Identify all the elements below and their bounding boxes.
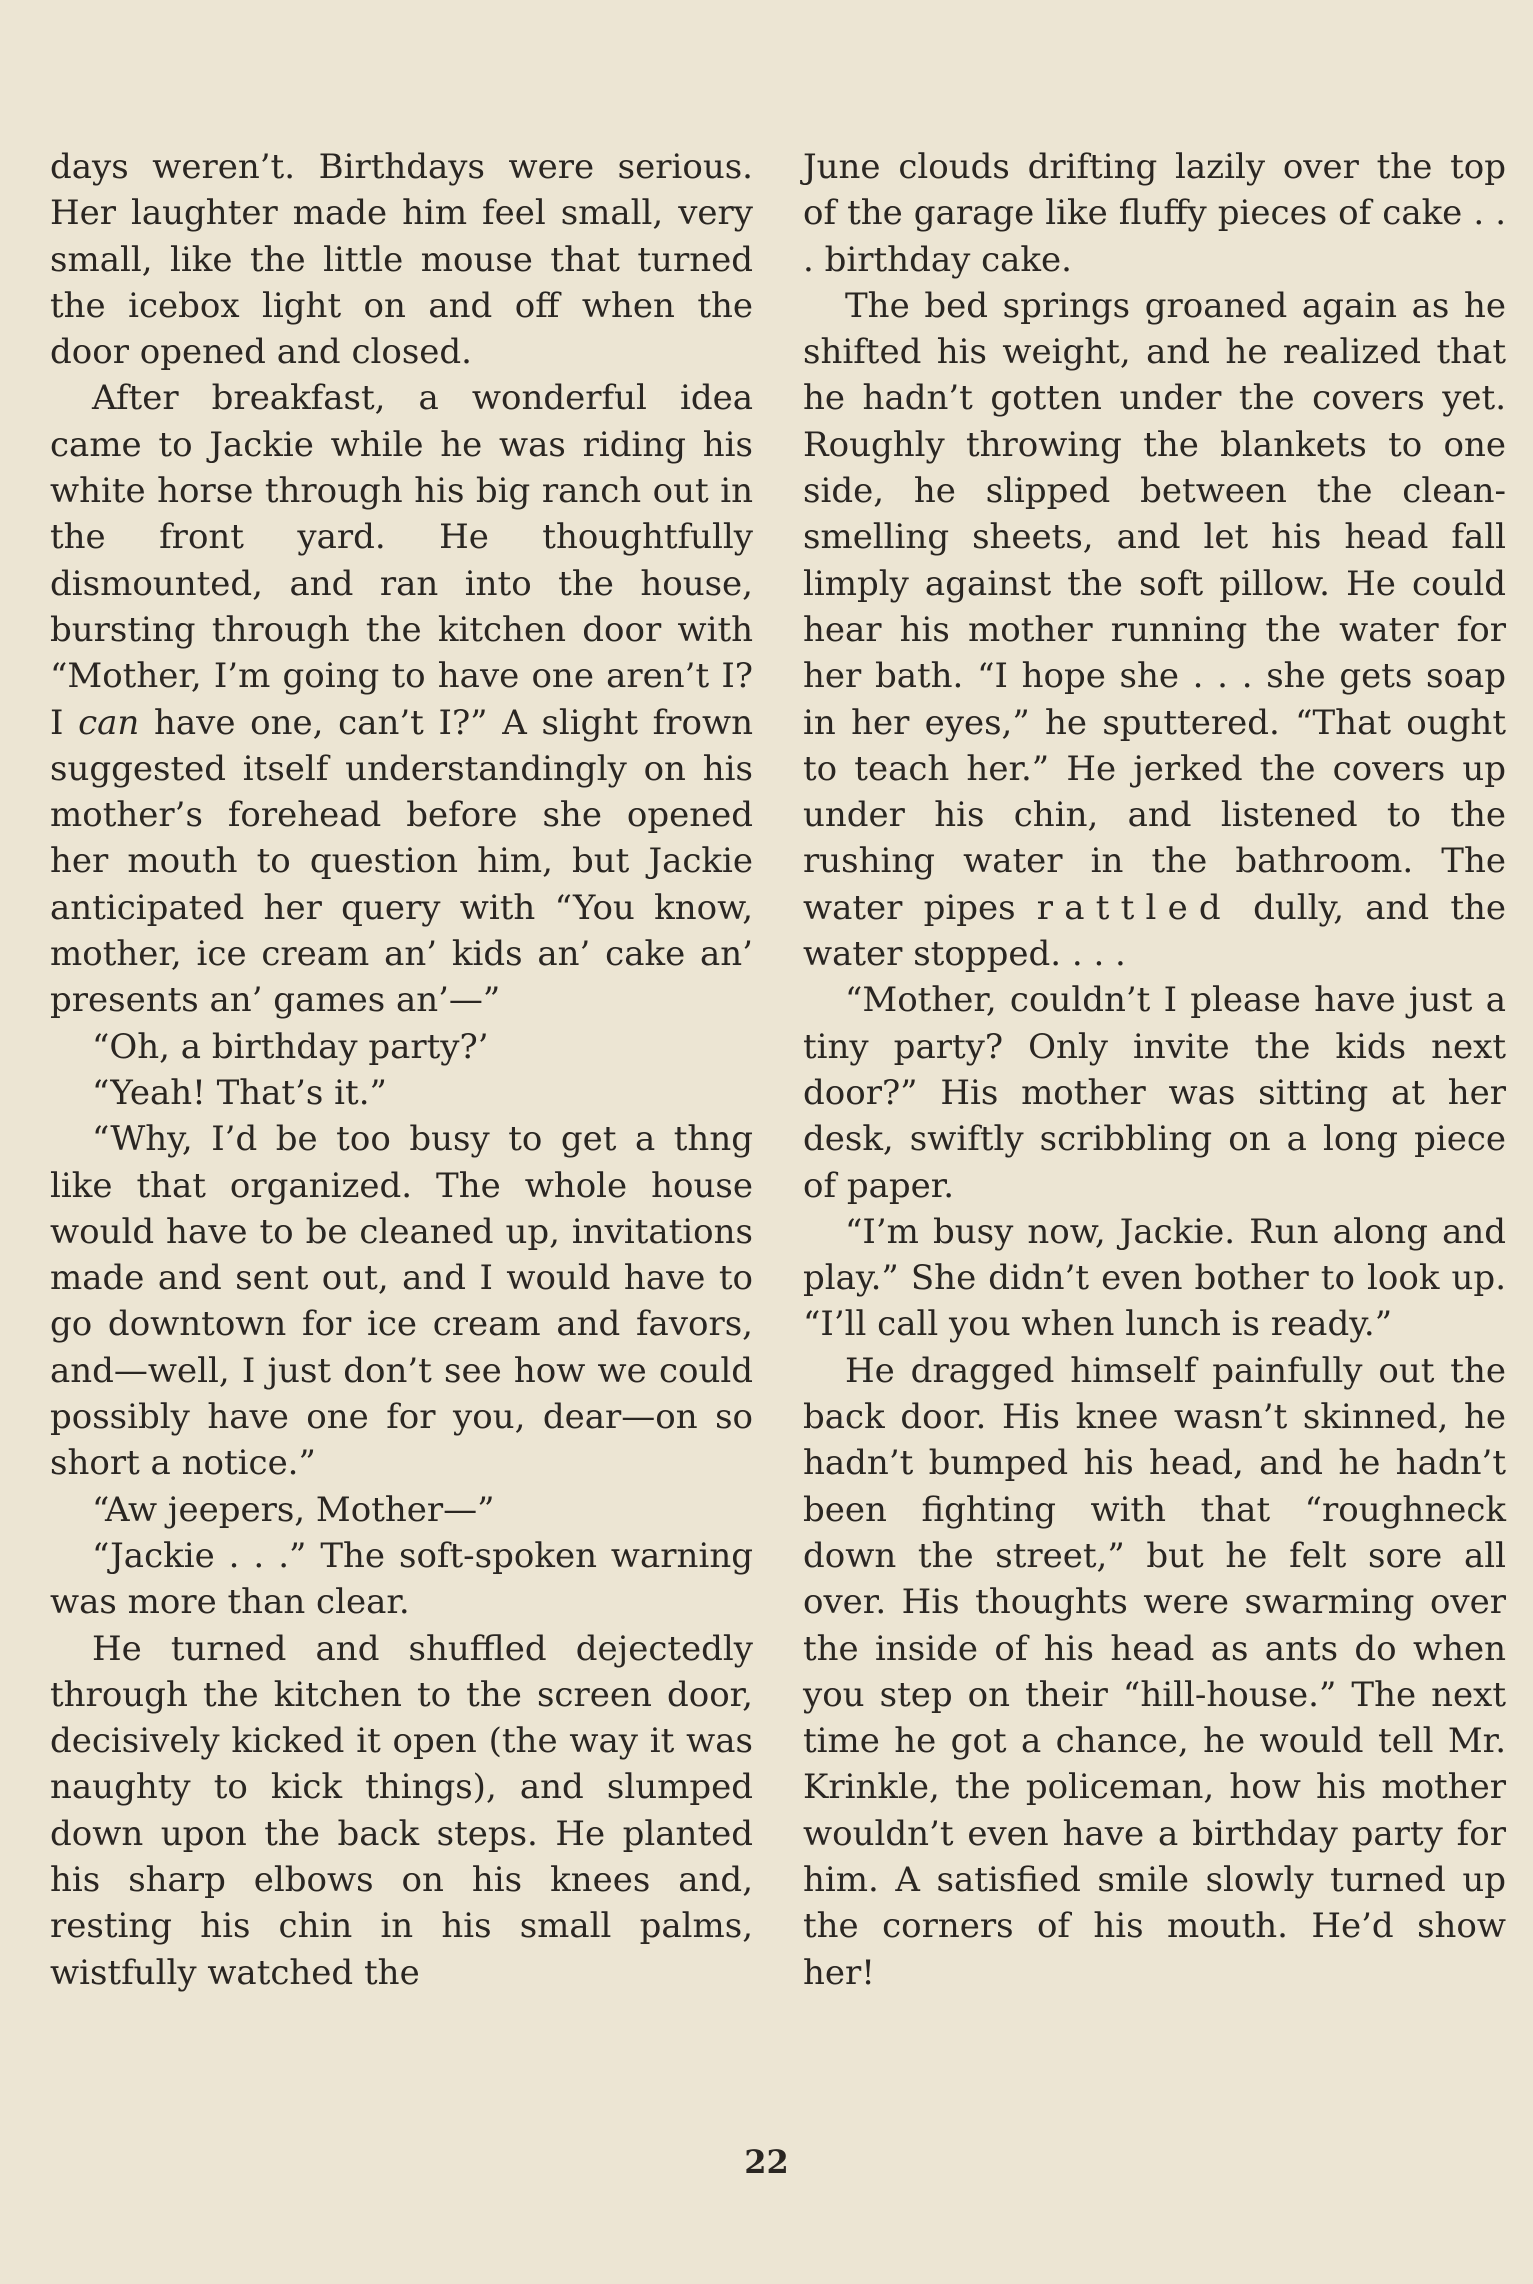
paragraph-text: After breakfast, a wonderful idea came to Jackie while he was riding his white horse through his big ranch out in the front yard. He thoughtfully dismounted, and ran into the house, bursting through the kitchen door with “Mother, I’m going to have one aren’t I? I <box>50 378 753 743</box>
paragraph: “Aw jeepers, Mother—” <box>92 1489 495 1530</box>
paragraph: “Mother, couldn’t I please have just a tiny party? Only invite the kids next door?” His mother was sitting at her desk, swiftly scribbling on a long piece of paper. <box>803 980 1506 1206</box>
right-text-column <box>803 144 1506 1996</box>
paragraph-text: The bed springs groaned again as he shifted his weight, and he realized that he hadn’t gotten under the covers yet. Roughly throwing the blankets to one side, he slipped between the clean-smelling sheets, and let his head fall limply against the soft pillow. He could hear his mother running the water for her bath. “I hope she . . . she gets soap in her eyes,” he sputtered. “That ought to teach her.” He jerked the covers up under his chin, and listened to the rushing water in the bathroom. The water pipes <box>803 285 1506 928</box>
paragraph: He turned and shuffled dejectedly through the kitchen to the screen door, decisively kicked it open (the way it was naughty to kick things), and slumped down upon the back steps. He planted his sharp elbows on his knees and, resting his chin in his small palms, wistfully watched the <box>50 1628 753 1993</box>
paragraph: days weren’t. Birthdays were serious. Her laughter made him feel small, very small, like the little mouse that turned the icebox light on and off when the door opened and closed. <box>50 147 753 373</box>
paragraph: “Why, I’d be too busy to get a thng like that organized. The whole house would have to be cleaned up, invitations made and sent out, and I would have to go downtown for ice cream and favors, and—well, I just don’t see how we could possibly have one for you, dear—on so short a notice.” <box>50 1119 753 1484</box>
paragraph: “I’m busy now, Jackie. Run along and play.” She didn’t even bother to look up. “I’ll call you when lunch is ready.” <box>803 1211 1506 1345</box>
paragraph-text: dully, and the water stopped. . . . <box>803 887 1507 975</box>
emphasized-word: can <box>78 702 140 743</box>
paragraph: He dragged himself painfully out the back door. His knee wasn’t skinned, he hadn’t bumped his head, and he hadn’t been fighting with that “roughneck down the street,” but he felt sore all over. His thoughts were swarming over the inside of his head as ants do when you step on their “hill-house.” The next time he got a chance, he would tell Mr. Krinkle, the policeman, how his mother wouldn’t even have a birthday party for him. A satisfied smile slowly turned up the corners of his mouth. He’d show her! <box>803 1350 1506 1993</box>
left-text-column <box>50 144 753 1996</box>
paragraph-text: have one, can’t I?” A slight frown suggested itself understandingly on his mother’s forehead before she opened her mouth to question him, but Jackie anticipated her query with “You know, mother, ice cream an’ kids an’ cake an’ presents an’ games an’—” <box>50 702 753 1021</box>
paragraph <box>803 283 1506 977</box>
paragraph: “Jackie . . .” The soft-spoken warning was more than clear. <box>50 1535 753 1623</box>
paragraph: “Oh, a birthday party?’ <box>92 1026 489 1067</box>
paragraph: June clouds drifting lazily over the top of the garage like fluffy pieces of cake . . . birthday cake. <box>803 147 1506 280</box>
letterspaced-word: rattled <box>1036 887 1232 928</box>
paragraph: “Yeah! That’s it.” <box>92 1072 387 1113</box>
page-number: 22 <box>744 2143 789 2181</box>
paragraph <box>50 375 753 1023</box>
